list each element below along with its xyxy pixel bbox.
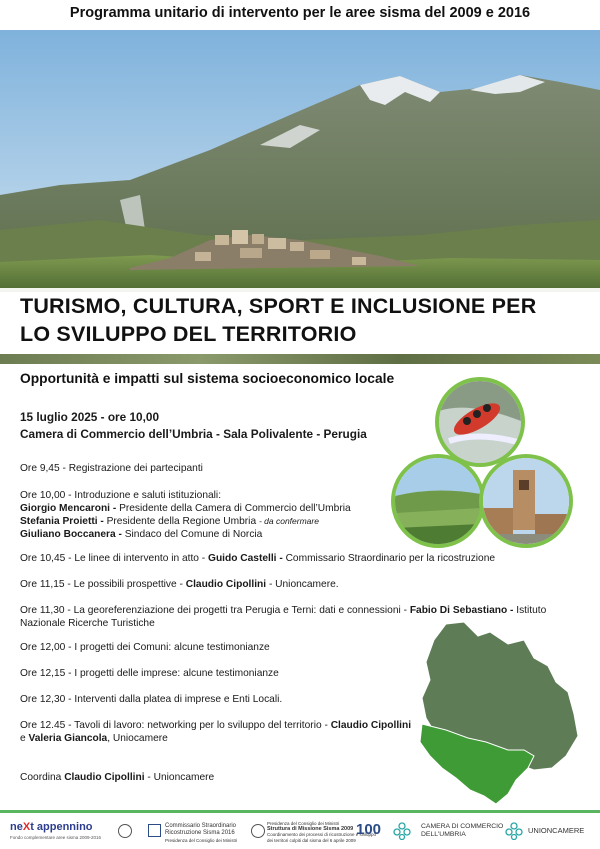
speaker-name: Fabio Di Sebastiano - <box>409 605 514 616</box>
agenda-text: Coordina <box>20 772 65 783</box>
logo-text: Ricostruzione Sisma 2016 <box>165 830 235 836</box>
speaker-role: Presidente della Camera di Commercio dell’Umbria <box>116 502 351 514</box>
footer-logos <box>0 815 600 849</box>
speaker-proietti <box>20 515 351 529</box>
speaker-role: Sindaco del Comune di Norcia <box>121 528 263 540</box>
agenda-line <box>20 720 411 733</box>
church-photo <box>479 454 573 548</box>
agenda-text: Ore 11,15 - Le possibili prospettive - <box>20 579 186 590</box>
agenda-item-1215: Ore 12,15 - I progetti delle imprese: alcune testimonianze <box>20 668 279 679</box>
speaker-note: - da confermare <box>258 516 319 527</box>
unioncamere-flower-icon <box>505 822 523 840</box>
event-title-line-2: LO SVILUPPO DEL TERRITORIO <box>20 322 357 346</box>
event-venue: Camera di Commercio dell’Umbria - Sala Polivalente - Perugia <box>20 427 367 441</box>
agenda-text: e <box>20 732 29 744</box>
hero-landscape-photo <box>0 30 600 292</box>
speaker-role: Presidente della Regione Umbria <box>103 516 259 528</box>
logo-text: Struttura di Missione Sisma 2009 <box>267 825 354 832</box>
umbria-map <box>416 618 584 806</box>
speaker-name: Claudio Cipollini <box>330 720 412 731</box>
agenda-text: Istituto <box>513 605 547 616</box>
speaker-name: Guido Castelli - <box>208 553 283 564</box>
event-title-line-1: TURISMO, CULTURA, SPORT E INCLUSIONE PER <box>20 294 537 318</box>
agenda-line <box>20 605 595 618</box>
commissario-emblem-icon <box>148 824 161 837</box>
agenda-intro-time: Ore 10,00 - Introduzione e saluti istituzionali: <box>20 490 222 501</box>
speaker-name: Giorgio Mencaroni - <box>20 502 117 514</box>
logo-text: dei territori colpiti dal sisma del 6 aprile 2009 <box>267 837 356 843</box>
agenda-item-1230: Ore 12,30 - Interventi dalla platea di imprese e Enti Locali. <box>20 694 283 705</box>
logo-text: DELL'UMBRIA <box>421 831 466 838</box>
next-appennino-tagline: Fondo complementare aree sisma 2009-2016 <box>10 835 102 840</box>
speaker-name: Claudio Cipollini <box>64 772 145 783</box>
agenda-text: Ore 10,45 - Le linee di intervento in atto - <box>20 553 209 564</box>
footer-divider <box>0 810 600 813</box>
logo-text: t appennino <box>30 821 93 833</box>
camera-commercio-flower-icon <box>393 822 411 840</box>
logo-text: Presidenza del Consiglio dei Ministri <box>165 838 238 843</box>
coordinator <box>20 772 214 785</box>
event-title-band <box>0 288 600 354</box>
agenda-item-1245 <box>20 720 411 745</box>
landscape-strip <box>0 354 600 364</box>
speaker-boccanera <box>20 529 351 542</box>
agenda-text: , Uniocamere <box>107 732 168 744</box>
logo-text: CAMERA DI COMMERCIO <box>421 823 504 830</box>
agenda-item-1200: Ore 12,00 - I progetti dei Comuni: alcune testimonianze <box>20 642 270 653</box>
republic-emblem-icon <box>118 824 132 838</box>
speaker-mencaroni <box>20 503 351 516</box>
page-header-title: Programma unitario di intervento per le aree sisma del 2009 e 2016 <box>69 5 531 21</box>
speaker-name: Stefania Proietti - <box>20 516 104 528</box>
speaker-name: Giuliano Boccanera - <box>20 528 122 540</box>
event-subtitle: Opportunità e impatti sul sistema socioeconomico locale <box>20 371 395 386</box>
logo-text: X <box>22 821 31 833</box>
countryside-photo <box>391 454 485 548</box>
unioncamere-logo: UNIONCAMERE <box>528 826 585 835</box>
republic-emblem-icon <box>251 824 265 838</box>
agenda-item-1045 <box>20 553 495 566</box>
logo-text: Commissario Straordinario <box>165 823 237 829</box>
agenda-registration: Ore 9,45 - Registrazione dei partecipanti <box>20 463 203 474</box>
logo-text: Coordinamento dei processi di ricostruzione e sviluppo <box>267 832 377 837</box>
rafting-photo <box>435 377 525 467</box>
agenda-text: Ore 12.45 - Tavoli di lavoro: networking per lo sviluppo del territorio - <box>20 720 331 731</box>
agenda-text: - Unioncamere <box>144 772 215 783</box>
agenda-line <box>20 733 411 746</box>
agenda-line: Nazionale Ricerche Turistiche <box>20 617 155 629</box>
agenda-text: - Unioncamere. <box>266 579 339 590</box>
logo-text: Presidenza del Consiglio dei Ministri <box>267 821 340 826</box>
event-date: 15 luglio 2025 - ore 10,00 <box>20 410 160 424</box>
anniversary-logo: 100 <box>356 821 382 838</box>
camera-commercio-logo <box>421 823 503 839</box>
agenda-intro <box>20 490 351 541</box>
agenda-item-1115 <box>20 579 339 592</box>
commissario-logo <box>165 823 237 844</box>
agenda-text: Commissario Straordinario per la ricostruzione <box>282 553 496 564</box>
speaker-name: Claudio Cipollini <box>185 579 267 590</box>
speaker-name: Valeria Giancola <box>28 732 108 744</box>
logo-text: ne <box>10 821 23 833</box>
next-appennino-logo <box>10 821 93 833</box>
agenda-text: Ore 11,30 - La georeferenziazione dei progetti tra Perugia e Terni: dati e connessioni - <box>20 605 410 616</box>
